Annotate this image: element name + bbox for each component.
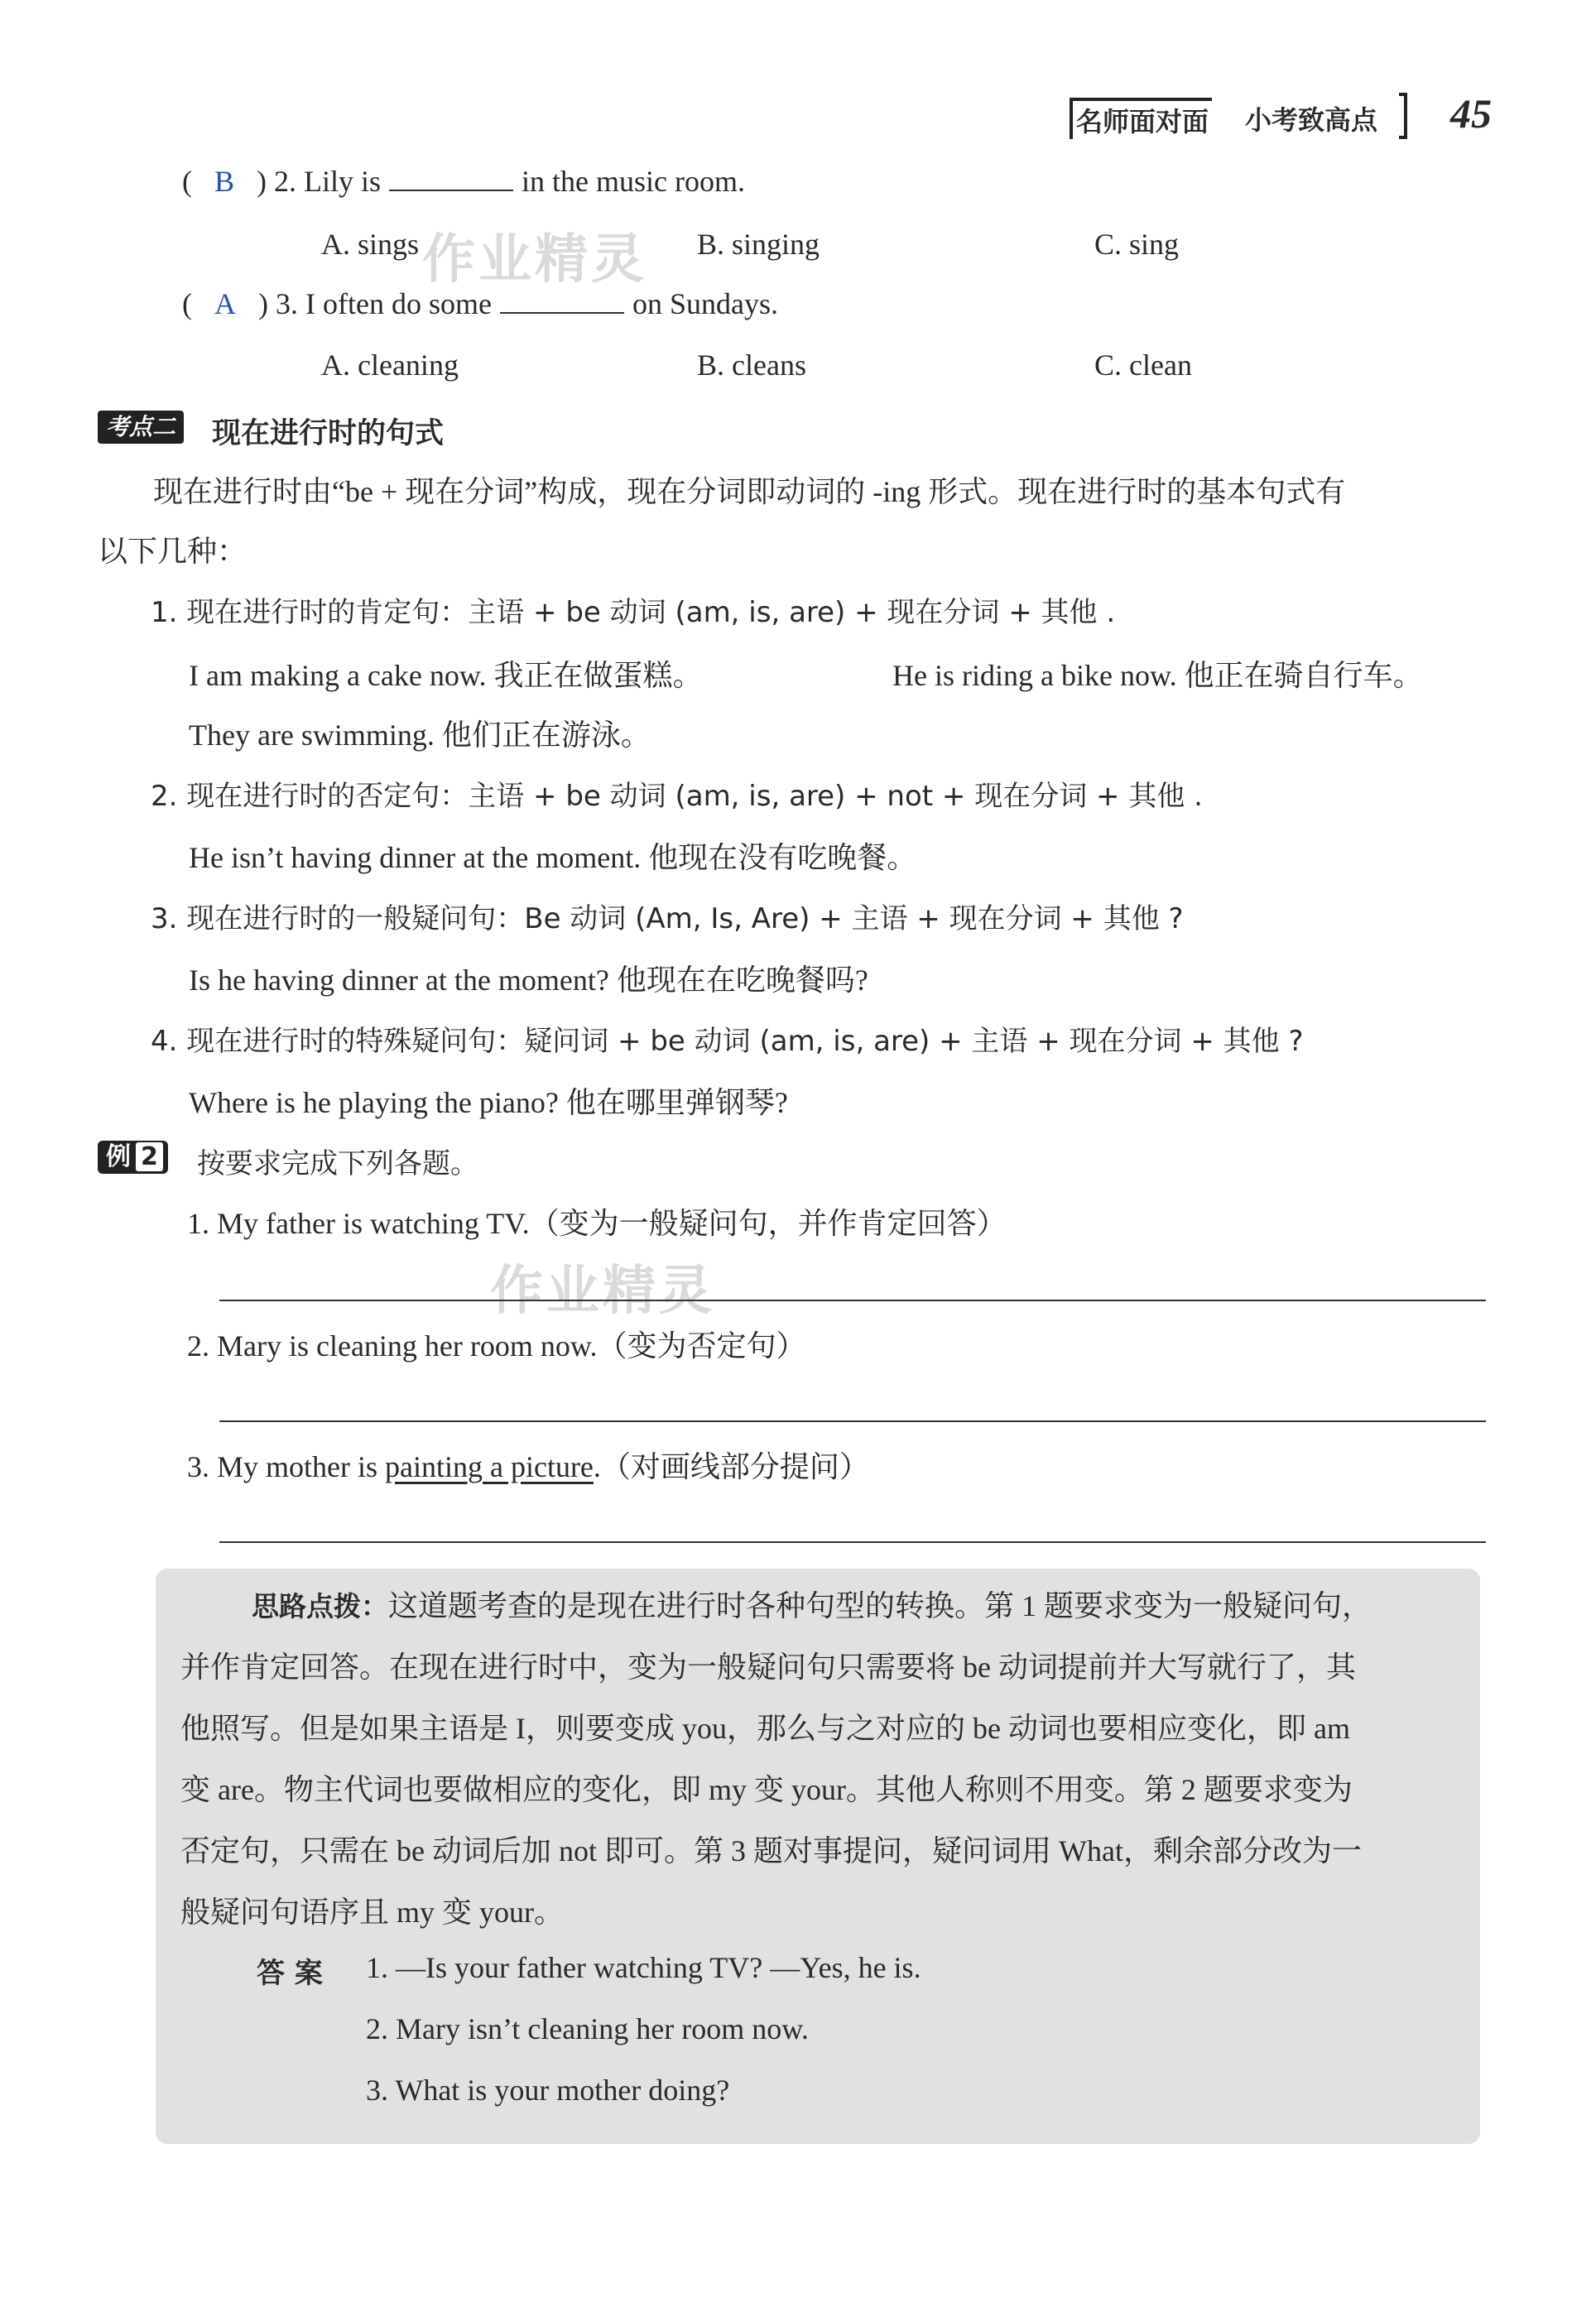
tips-line-3: 他照写。但是如果主语是 I，则要变成 you，那么与之对应的 be 动词也要相应变化，即 am bbox=[180, 1712, 1350, 1745]
rule-2-example-1: He isn’t having dinner at the moment. 他现在没有吃晚餐。 bbox=[189, 841, 917, 874]
question-2-option-c: C. sing bbox=[1094, 228, 1180, 261]
answer-1: 1. —Is your father watching TV? —Yes, he is. bbox=[366, 1951, 921, 1984]
answer-line-3 bbox=[219, 1541, 1486, 1543]
question-2-answer: B bbox=[214, 165, 235, 198]
example-item-3-prefix: 3. My mother is bbox=[187, 1450, 385, 1483]
example-tag bbox=[98, 1141, 168, 1174]
example-tag-label: 例 bbox=[106, 1142, 131, 1171]
question-3-option-b: B. cleans bbox=[697, 348, 806, 382]
question-2-stem: ) 2. Lily is bbox=[257, 165, 382, 198]
watermark-2: 作业精灵 bbox=[490, 1261, 715, 1322]
answer-label: 答 案 bbox=[257, 1957, 323, 1990]
question-3-after: on Sundays. bbox=[632, 287, 778, 320]
answer-2: 2. Mary isn’t cleaning her room now. bbox=[366, 2012, 809, 2045]
example-item-3-suffix: .（对画线部分提问） bbox=[593, 1450, 869, 1483]
rule-1-example-2: He is riding a bike now. 他正在骑自行车。 bbox=[892, 659, 1423, 692]
question-2 bbox=[182, 164, 745, 199]
tips-label: 思路点拨： bbox=[252, 1590, 388, 1622]
tips-line-6: 般疑问句语序且 my 变 your。 bbox=[180, 1896, 564, 1929]
header-subtitle: 小考致高点 bbox=[1245, 104, 1378, 136]
section-title: 现在进行时的句式 bbox=[212, 417, 445, 450]
rule-1-example-1: I am making a cake now. 我正在做蛋糕。 bbox=[189, 659, 703, 692]
rule-2-title: 2. 现在进行时的否定句：主语 + be 动词 (am, is, are) + not + 现在分词 + 其他 . bbox=[151, 780, 1203, 813]
section-tag: 考点二 bbox=[98, 411, 184, 444]
question-2-after: in the music room. bbox=[522, 165, 745, 198]
example-tag-number: 2 bbox=[136, 1142, 163, 1171]
series-title: 名师面对面 bbox=[1070, 98, 1212, 139]
tips-text-1: 这道题考查的是现在进行时各种句型的转换。第 1 题要求变为一般疑问句， bbox=[388, 1589, 1372, 1622]
rule-4-example-1: Where is he playing the piano? 他在哪里弹钢琴? bbox=[189, 1086, 788, 1119]
answer-line-2 bbox=[219, 1420, 1486, 1422]
rule-4-title: 4. 现在进行时的特殊疑问句：疑问词 + be 动词 (am, is, are) + 主语 + 现在分词 + 其他 ? bbox=[151, 1025, 1304, 1058]
page-number: 45 bbox=[1450, 90, 1492, 137]
question-3-option-c: C. clean bbox=[1094, 348, 1192, 382]
question-2-blank bbox=[389, 165, 513, 191]
section-intro-line1: 现在进行时由“be + 现在分词”构成，现在分词即动词的 -ing 形式。现在进行时的基本句式有 bbox=[153, 475, 1346, 508]
question-3-stem: ) 3. I often do some bbox=[258, 287, 492, 320]
example-item-3-underlined: painting a picture bbox=[385, 1450, 594, 1483]
rule-3-example-1: Is he having dinner at the moment? 他现在在吃晚餐吗? bbox=[189, 964, 868, 997]
answer-3: 3. What is your mother doing? bbox=[366, 2074, 730, 2107]
section-intro-line2: 以下几种： bbox=[98, 535, 248, 568]
answer-line-1 bbox=[219, 1300, 1486, 1301]
rule-1-title: 1. 现在进行时的肯定句：主语 + be 动词 (am, is, are) + 现在分词 + 其他 . bbox=[151, 596, 1116, 629]
watermark-1: 作业精灵 bbox=[422, 229, 647, 291]
example-item-2: 2. Mary is cleaning her room now.（变为否定句） bbox=[187, 1329, 806, 1363]
question-2-option-b: B. singing bbox=[697, 228, 820, 261]
example-item-1: 1. My father is watching TV.（变为一般疑问句，并作肯定回答） bbox=[187, 1207, 1007, 1240]
question-2-open-paren: ( bbox=[182, 165, 192, 198]
rule-1-example-3: They are swimming. 他们正在游泳。 bbox=[189, 719, 651, 752]
rule-3-title: 3. 现在进行时的一般疑问句：Be 动词 (Am, Is, Are) + 主语 + 现在分词 + 其他 ? bbox=[151, 902, 1184, 935]
tips-line-1 bbox=[252, 1583, 1372, 1625]
question-2-option-a: A. sings bbox=[321, 228, 420, 261]
question-3-option-a: A. cleaning bbox=[321, 348, 459, 382]
question-3-answer: A bbox=[214, 287, 236, 320]
header-bracket bbox=[1399, 93, 1407, 139]
tips-line-2: 并作肯定回答。在现在进行时中，变为一般疑问句只需要将 be 动词提前并大写就行了，其 bbox=[180, 1651, 1356, 1684]
tips-line-4: 变 are。物主代词也要做相应的变化，即 my 变 your。其他人称则不用变。第 2 题要求变为 bbox=[180, 1773, 1353, 1806]
example-item-3 bbox=[187, 1444, 869, 1486]
tips-line-5: 否定句，只需在 be 动词后加 not 即可。第 3 题对事提问，疑问词用 What，剩余部分改为一 bbox=[180, 1834, 1362, 1867]
example-title: 按要求完成下列各题。 bbox=[197, 1147, 478, 1180]
question-3-open-paren: ( bbox=[182, 287, 192, 320]
